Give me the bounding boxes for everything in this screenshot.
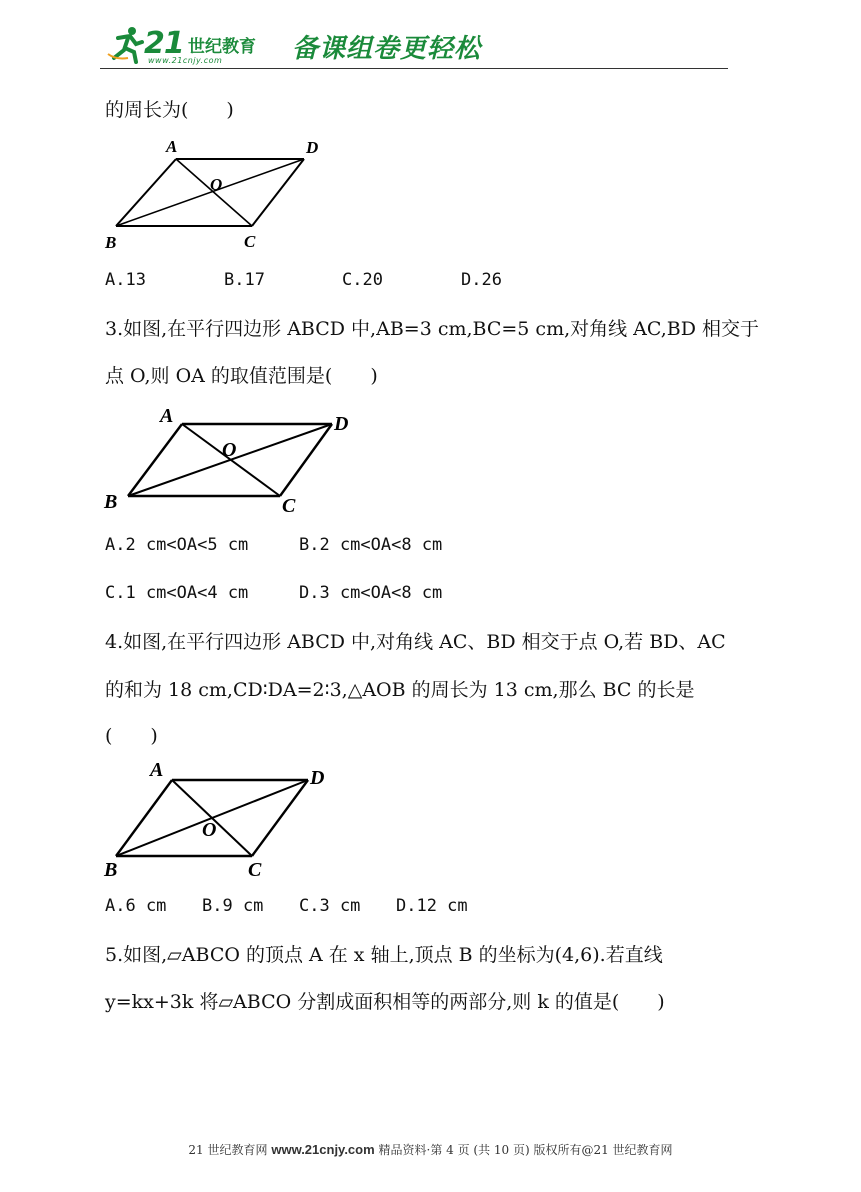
q2-parallelogram-figure (100, 134, 340, 254)
footer-site-name: 21 世纪教育网 (188, 1143, 268, 1157)
q4-option-c: C.3 cm (299, 896, 361, 916)
page-footer (0, 1141, 861, 1158)
q3-option-d: D.3 cm<OA<8 cm (299, 583, 443, 603)
q4-label-o: O (202, 819, 217, 841)
q3-option-a: A.2 cm<OA<5 cm (105, 535, 249, 555)
q4-option-a: A.6 cm (105, 896, 167, 916)
q2-option-a: A.13 (105, 270, 146, 290)
logo-url: www.21cnjy.com (148, 56, 223, 65)
q3-parallelogram-figure (100, 398, 370, 520)
q4-label-c: C (248, 859, 262, 881)
q5-text-line2: y=kx+3k 将▱ABCO 分割成面积相等的两部分,则 k 的值是( ) (105, 991, 665, 1013)
logo-number: 21 (144, 26, 184, 61)
q3-label-b: B (104, 491, 118, 513)
logo-text: 世纪教育 (188, 37, 256, 57)
page-header (100, 20, 728, 70)
q2-label-b: B (105, 233, 117, 252)
q2-label-d: D (306, 138, 319, 157)
q3-text-line2: 点 O,则 OA 的取值范围是( ) (105, 365, 378, 387)
q3-label-d: D (334, 413, 349, 435)
q3-label-a: A (160, 405, 174, 427)
q4-label-b: B (104, 859, 118, 881)
header-divider (100, 68, 728, 69)
footer-page-info: 精品资料·第 4 页 (共 10 页) 版权所有@21 世纪教育网 (378, 1143, 673, 1157)
q4-text-line2: 的和为 18 cm,CD∶DA=2∶3,△AOB 的周长为 13 cm,那么 BC 的长是 (105, 679, 695, 701)
runner-logo-icon (106, 24, 146, 64)
q3-text-line1: 3.如图,在平行四边形 ABCD 中,AB=3 cm,BC=5 cm,对角线 AC,BD 相交于 (105, 318, 760, 340)
q2-label-c: C (244, 232, 256, 251)
q2-option-b: B.17 (224, 270, 265, 290)
q3-label-o: O (222, 439, 237, 461)
q3-option-c: C.1 cm<OA<4 cm (105, 583, 249, 603)
q4-label-a: A (150, 759, 164, 781)
q2-label-o: O (210, 175, 223, 194)
header-slogan: 备课组卷更轻松 (292, 34, 482, 64)
q4-text-line1: 4.如图,在平行四边形 ABCD 中,对角线 AC、BD 相交于点 O,若 BD、AC (105, 631, 726, 653)
q3-label-c: C (282, 495, 296, 517)
footer-url: www.21cnjy.com (271, 1142, 375, 1157)
q4-parallelogram-figure (100, 756, 340, 882)
q4-text-line3: ( ) (105, 725, 158, 747)
q4-option-d: D.12 cm (396, 896, 468, 916)
q4-option-b: B.9 cm (202, 896, 264, 916)
q2-text-tail: 的周长为( ) (105, 99, 234, 121)
q3-option-b: B.2 cm<OA<8 cm (299, 535, 443, 555)
q2-option-c: C.20 (342, 270, 383, 290)
q4-label-d: D (310, 767, 325, 789)
q2-option-d: D.26 (461, 270, 502, 290)
q5-text-line1: 5.如图,▱ABCO 的顶点 A 在 x 轴上,顶点 B 的坐标为(4,6).若直线 (105, 944, 663, 966)
q2-label-a: A (166, 137, 178, 156)
